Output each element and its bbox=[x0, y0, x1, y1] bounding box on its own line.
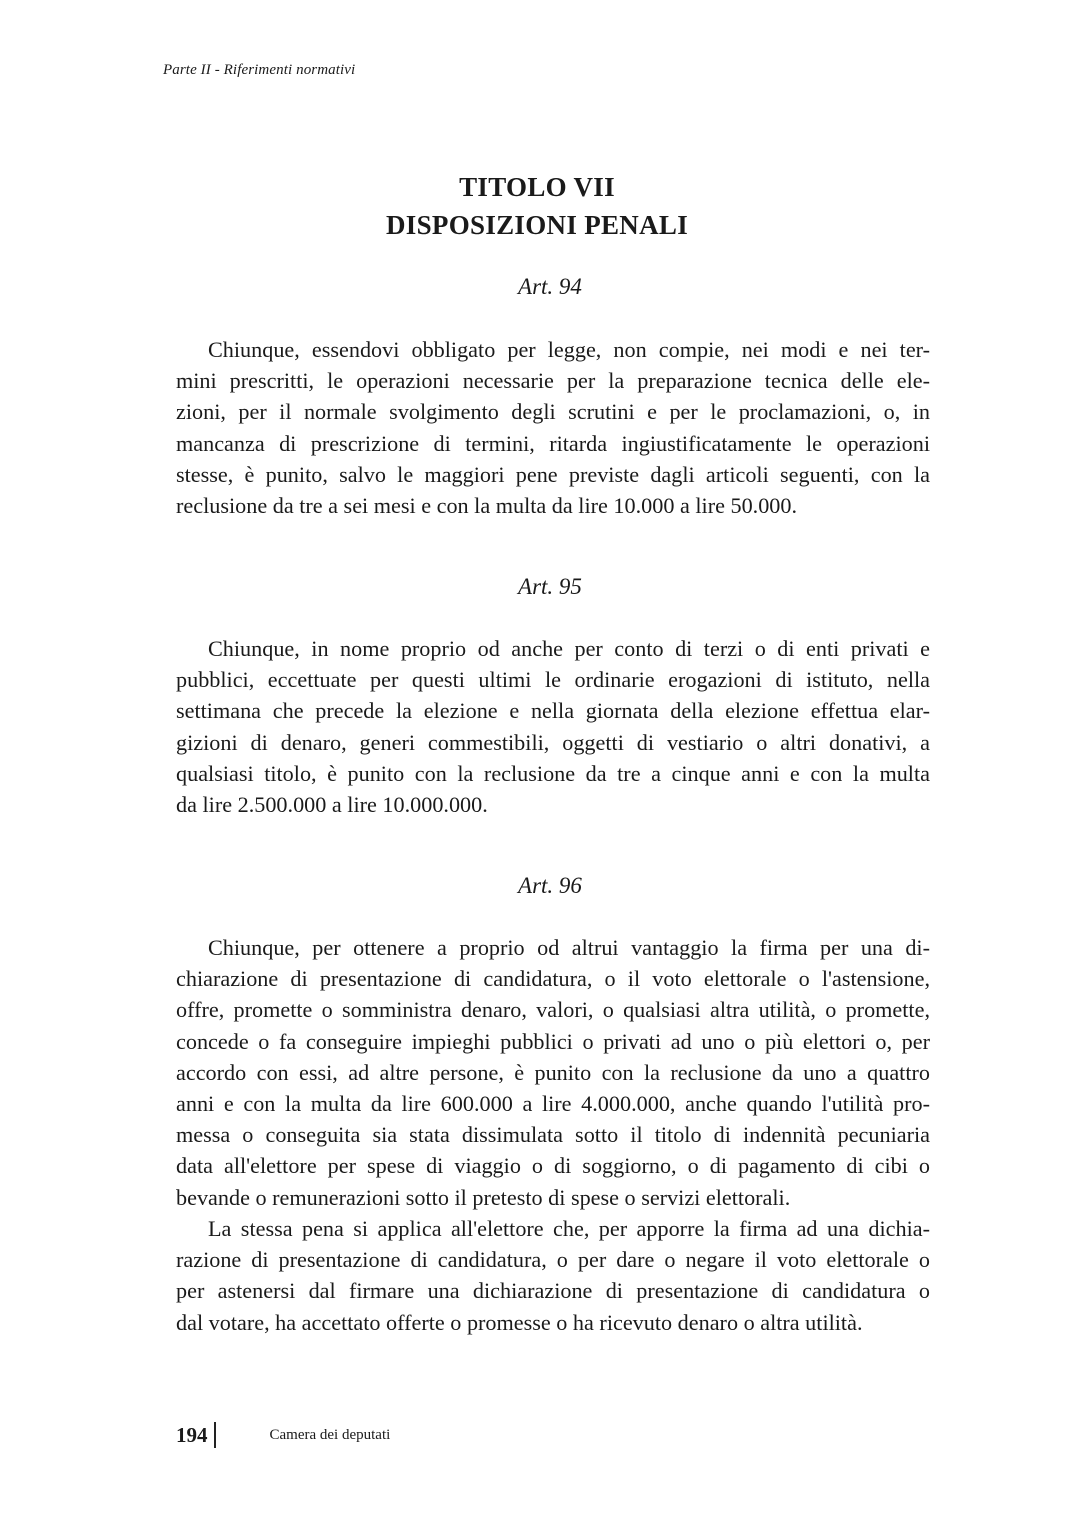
paragraph-line: Chiunque, essendovi obbligato per legge, non compie, nei modi e nei ter- bbox=[208, 337, 930, 362]
publisher-label: Camera dei deputati bbox=[269, 1426, 391, 1443]
paragraph-line: per astenersi dal firmare una dichiarazione di presentazione di candidatura o bbox=[176, 1278, 930, 1304]
paragraph-line: accordo con essi, ad altre persone, è punito con la reclusione da uno a quattro bbox=[176, 1059, 930, 1085]
paragraph-line: reclusione da tre a sei mesi e con la multa da lire 10.000 a lire 50.000. bbox=[176, 493, 798, 519]
paragraph-line: qualsiasi titolo, è punito con la reclusione da tre a cinque anni e con la multa bbox=[176, 760, 930, 786]
paragraph-line: dal votare, ha accettato offerte o promesse o ha ricevuto denaro o altra utilità. bbox=[176, 1309, 863, 1335]
title-line-1: TITOLO VII bbox=[459, 172, 615, 202]
running-head: Parte II - Riferimenti normativi bbox=[163, 62, 356, 78]
article-heading-94: Art. 94 bbox=[518, 274, 582, 299]
paragraph-line: data all'elettore per spese di viaggio o di soggiorno, o di pagamento di cibi o bbox=[176, 1153, 930, 1179]
paragraph-line: gizioni di denaro, generi commestibili, oggetti di vestiario o altri donativi, a bbox=[176, 729, 930, 755]
article-96-paragraph-2 bbox=[176, 1213, 930, 1338]
paragraph-line: La stessa pena si applica all'elettore che, per apporre la firma ad una dichia- bbox=[208, 1216, 930, 1241]
paragraph-line: settimana che precede la elezione e nella giornata della elezione effettua elar- bbox=[176, 698, 930, 724]
page-footer bbox=[176, 1422, 390, 1448]
paragraph-line: pubblici, eccettuate per questi ultimi le ordinarie erogazioni di istituto, nella bbox=[176, 667, 930, 693]
paragraph-line: anni e con la multa da lire 600.000 a lire 4.000.000, anche quando l'utilità pro- bbox=[176, 1091, 930, 1117]
paragraph-line: concede o fa conseguire impieghi pubblici o privati ad uno o più elettori o, per bbox=[176, 1028, 930, 1054]
title-line-2: DISPOSIZIONI PENALI bbox=[385, 210, 689, 240]
paragraph-line: chiarazione di presentazione di candidatura, o il voto elettorale o l'astensione, bbox=[176, 966, 930, 992]
article-95-paragraph-1 bbox=[176, 633, 930, 820]
paragraph-line: messa o conseguita sia stata dissimulata sotto il titolo di indennità pecuniaria bbox=[176, 1122, 930, 1148]
paragraph-line: mancanza di prescrizione di termini, ritarda ingiustificatamente le operazioni bbox=[176, 430, 930, 456]
paragraph-line: offre, promette o somministra denaro, valori, o qualsiasi altra utilità, o promette, bbox=[176, 997, 930, 1023]
footer-divider bbox=[214, 1422, 216, 1448]
paragraph-line: da lire 2.500.000 a lire 10.000.000. bbox=[176, 792, 488, 818]
paragraph-line: mini prescritti, le operazioni necessarie per la preparazione tecnica delle ele- bbox=[176, 368, 930, 394]
paragraph-line: stesse, è punito, salvo le maggiori pene previste dagli articoli seguenti, con la bbox=[176, 461, 930, 487]
paragraph-line: Chiunque, per ottenere a proprio od altrui vantaggio la firma per una di- bbox=[208, 935, 930, 960]
paragraph-line: razione di presentazione di candidatura, o per dare o negare il voto elettorale o bbox=[176, 1247, 930, 1273]
article-heading-95: Art. 95 bbox=[518, 574, 582, 599]
article-94-paragraph-1 bbox=[176, 334, 930, 521]
paragraph-line: Chiunque, in nome proprio od anche per conto di terzi o di enti privati e bbox=[208, 636, 930, 661]
article-96-paragraph-1 bbox=[176, 932, 930, 1213]
article-heading-96: Art. 96 bbox=[518, 873, 582, 898]
paragraph-line: zioni, per il normale svolgimento degli scrutini e per le proclamazioni, o, in bbox=[176, 399, 930, 425]
paragraph-line: bevande o remunerazioni sotto il pretesto di spese o servizi elettorali. bbox=[176, 1184, 791, 1210]
title-block bbox=[0, 168, 1074, 244]
page-number: 194 bbox=[176, 1422, 208, 1447]
